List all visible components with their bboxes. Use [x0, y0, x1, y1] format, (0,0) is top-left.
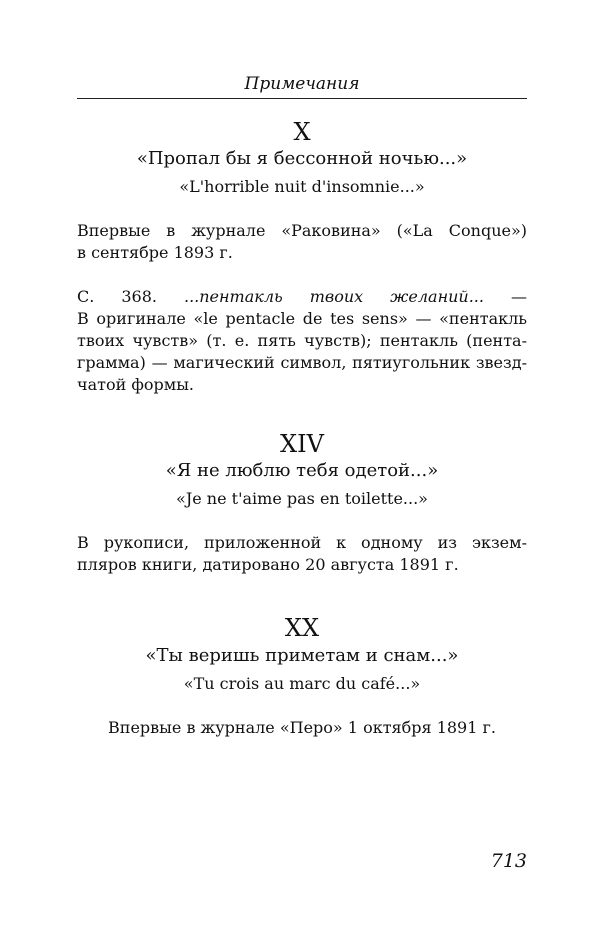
poem-title-fr: «Tu crois au marc du café...»: [183, 674, 421, 693]
note-line: чатой формы.: [77, 375, 195, 394]
note-paragraph: [77, 717, 527, 739]
note-line: Впервые в журнале «Раковина» («La Conque»): [77, 221, 527, 240]
running-title: Примечания: [244, 74, 360, 94]
page-number: 713: [490, 850, 527, 872]
note-reference-line: [77, 286, 527, 308]
poem-title-ru: «Пропал бы я бессонной ночью...»: [136, 148, 468, 169]
note-line: В рукописи, приложенной к одному из экзем-: [77, 533, 527, 552]
poem-title-ru: «Ты веришь приметам и снам...»: [145, 645, 459, 666]
note-line: В оригинале «le pentacle de tes sens» — «пентакль: [77, 309, 527, 328]
em-dash: —: [511, 287, 527, 306]
header-rule: [77, 98, 527, 99]
poem-title-fr: «L'horrible nuit d'insomnie...»: [179, 177, 425, 196]
note-line: в сентябре 1893 г.: [77, 243, 233, 262]
note-line: грамма) — магический символ, пятиугольник звезд-: [77, 353, 527, 372]
note-line: Впервые в журнале «Перо» 1 октября 1891 г.: [108, 718, 496, 737]
note-line: твоих чувств» (т. е. пять чувств); пентакль (пента-: [77, 331, 527, 350]
note-paragraph: [77, 532, 527, 576]
page-reference: С. 368.: [77, 287, 157, 306]
poem-title-ru: «Я не люблю тебя одетой...»: [165, 460, 439, 481]
poem-title-fr: «Je ne t'aime pas en toilette...»: [176, 489, 428, 508]
section-numeral-xx: XX: [284, 614, 320, 642]
note-paragraph: [77, 220, 527, 264]
quoted-phrase: ...пентакль твоих желаний...: [183, 287, 484, 306]
section-numeral-x: X: [293, 118, 311, 146]
note-line: пляров книги, датировано 20 августа 1891 г.: [77, 555, 459, 574]
note-paragraph: [77, 286, 527, 396]
section-numeral-xiv: XIV: [280, 430, 324, 458]
